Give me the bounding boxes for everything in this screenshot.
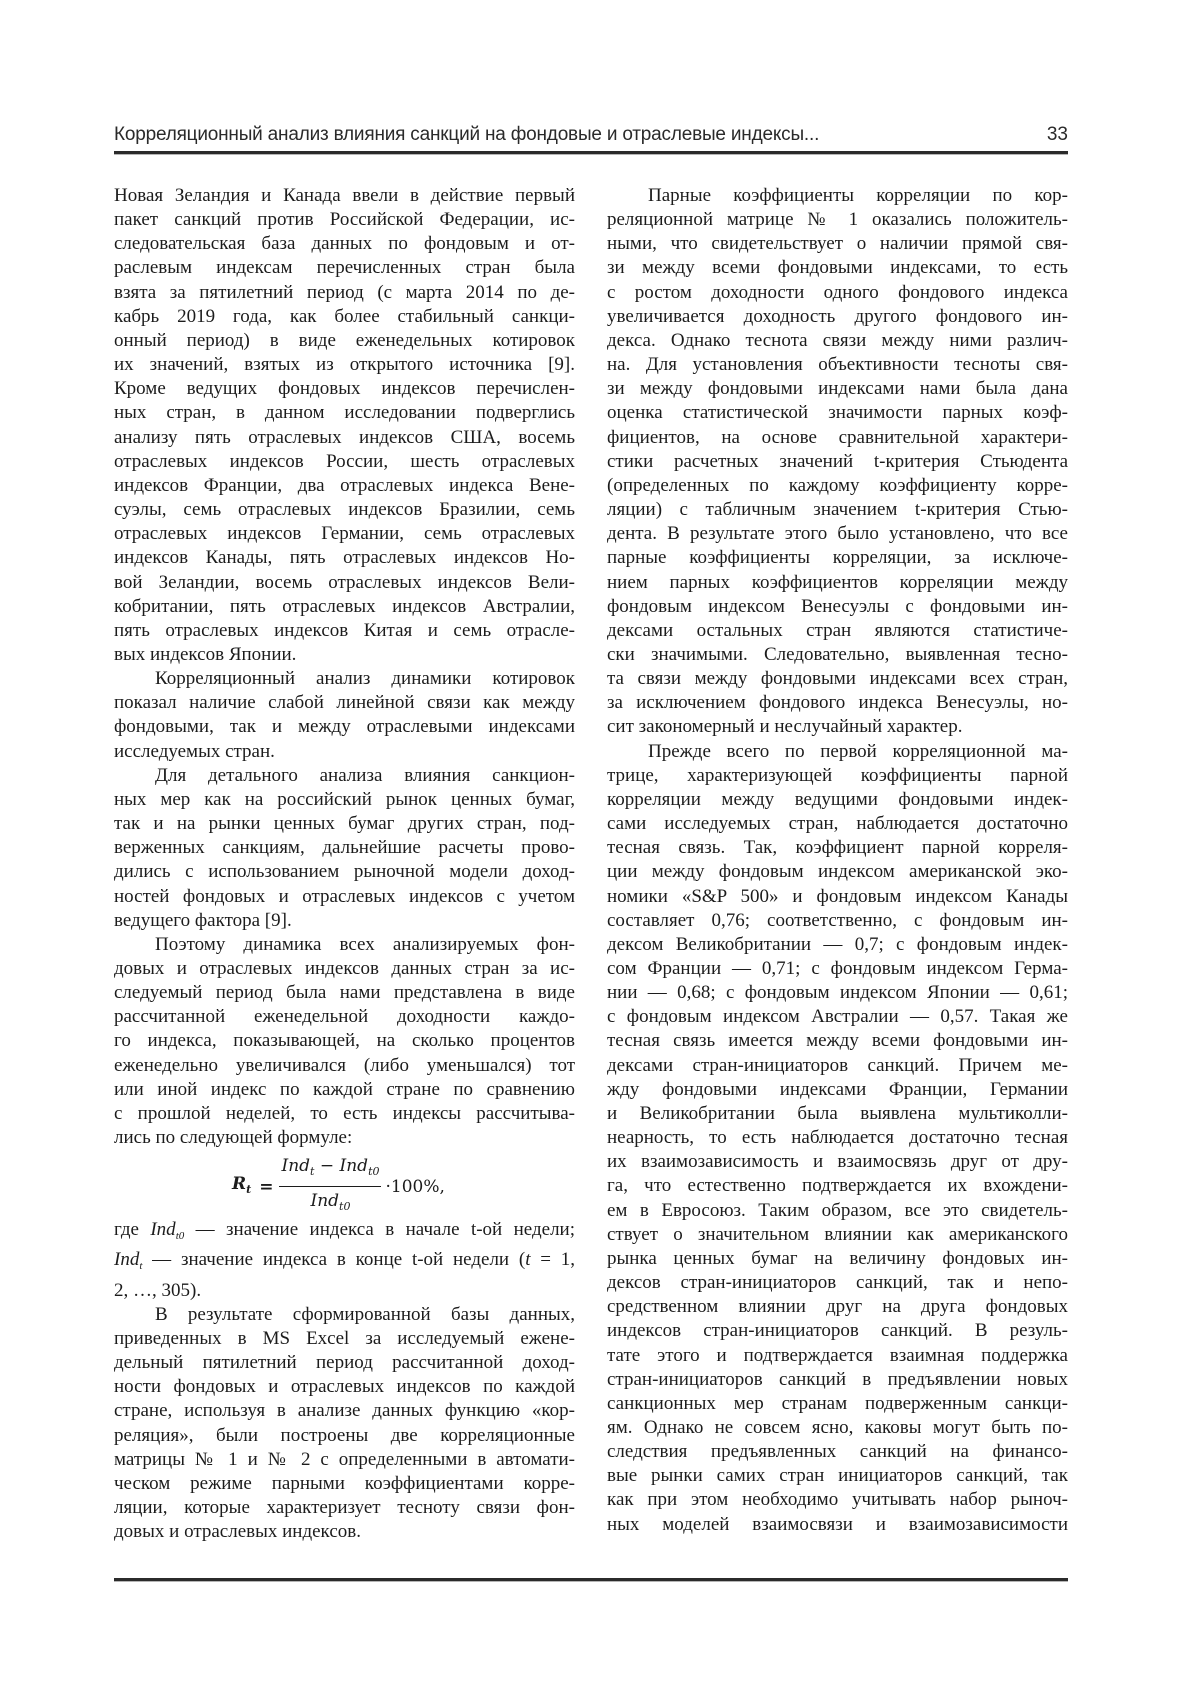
text-line: оценка статистической значимости парных коэф- (607, 401, 1068, 425)
text-line: Поэтому динамика всех анализируемых фон- (114, 933, 575, 957)
text-segment: = 1, (530, 1249, 575, 1270)
paragraph (607, 740, 1068, 1537)
text-line: составляет 0,76; соответственно, с фондовым ин- (607, 909, 1068, 933)
text-line: довых и отраслевых индексов данных стран за ис- (114, 957, 575, 981)
text-line: сит закономерный и неслучайный характер. (607, 715, 1068, 739)
text-line: парные коэффициенты корреляции, за исключе- (607, 546, 1068, 570)
text-line: кобритании, пять отраслевых индексов Австралии, (114, 595, 575, 619)
text-line: матрицы № 1 и № 2 с определенными в автомати- (114, 1448, 575, 1472)
formula-subscript: t0 (368, 1165, 379, 1178)
text-line: дексом Великобритании — 0,7; с фондовым индек- (607, 933, 1068, 957)
text-line: га, что естественно подтверждается их вхождени- (607, 1174, 1068, 1198)
paragraph (114, 1303, 575, 1545)
paragraph (114, 184, 575, 667)
formula-fraction (279, 1154, 381, 1219)
formula-lhs-symbol: R (232, 1174, 246, 1194)
text-line: ными, что свидетельствует о наличии прямой свя- (607, 232, 1068, 256)
text-line: сами исследуемых стран, наблюдается достаточно (607, 812, 1068, 836)
text-line: их взаимозависимость и взаимосвязь друг от дру- (607, 1150, 1068, 1174)
text-line: нии — 0,68; с фондовым индексом Японии — 0,61; (607, 981, 1068, 1005)
text-line: следовательская база данных по фондовым и от- (114, 232, 575, 256)
text-line: ных моделей взаимосвязи и взаимозависимости (607, 1513, 1068, 1537)
text-line: ям. Однако не совсем ясно, каковы могут быть по- (607, 1416, 1068, 1440)
text-line: го индекса, показывающей, на сколько процентов (114, 1029, 575, 1053)
text-line: ски значимыми. Следовательно, выявленная тесно- (607, 643, 1068, 667)
text-line: ности фондовых и отраслевых индексов по каждой (114, 1375, 575, 1399)
text-line: еженедельно увеличивался (либо уменьшался) тот (114, 1054, 575, 1078)
text-line: лись по следующей формуле: (114, 1126, 575, 1150)
text-line: та связи между фондовыми индексами всех стран, (607, 667, 1068, 691)
text-line: кабрь 2019 года, как более стабильный санкци- (114, 305, 575, 329)
text-segment: — значение индекса в конце t-ой недели ( (142, 1249, 525, 1270)
text-line: реляция», были построены две корреляционные (114, 1424, 575, 1448)
formula-term: Ind (340, 1156, 369, 1176)
formula-numerator (279, 1154, 381, 1187)
text-line: Кроме ведущих фондовых индексов перечислен- (114, 377, 575, 401)
text-line: ведущего фактора [9]. (114, 909, 575, 933)
text-line: стран-инициаторов санкций в предъявлении новых (607, 1368, 1068, 1392)
text-line: увеличивается доходность другого фондового ин- (607, 305, 1068, 329)
paragraph (607, 184, 1068, 740)
text-line: как при этом необходимо учитывать набор рыноч- (607, 1488, 1068, 1512)
text-line: стики расчетных значений t-критерия Стьюдента (607, 450, 1068, 474)
text-line: ных мер как на российский рынок ценных бумаг, (114, 788, 575, 812)
text-segment: где (114, 1219, 150, 1240)
formula-lhs-subscript: t (246, 1183, 251, 1196)
text-line: нием парных коэффициентов корреляции между (607, 571, 1068, 595)
text-line: декса. Однако теснота связи между ними различ- (607, 329, 1068, 353)
text-line: Корреляционный анализ динамики котировок (114, 667, 575, 691)
math-symbol: t (525, 1249, 530, 1270)
formula-term: Ind (281, 1156, 310, 1176)
text-line: следуемый период была нами представлена в виде (114, 981, 575, 1005)
text-line: исследуемых стран. (114, 740, 575, 764)
text-line: вой Зеландии, восемь отраслевых индексов Вели- (114, 571, 575, 595)
text-line: с фондовым индексом Австралии — 0,57. Такая же (607, 1005, 1068, 1029)
text-line: Для детального анализа влияния санкцион- (114, 764, 575, 788)
text-line: ляции) с табличным значением t-критерия Стью- (607, 498, 1068, 522)
formula-denominator (311, 1187, 351, 1219)
text-line: средственном влиянии друг на друга фондовых (607, 1295, 1068, 1319)
running-header (114, 124, 1068, 150)
text-line: зи между всеми фондовыми индексами, то есть (607, 256, 1068, 280)
paragraph (114, 933, 575, 1150)
text-line: фондовым индексом Венесуэлы с фондовыми ин- (607, 595, 1068, 619)
text-line: ции между фондовым индексом американской эко- (607, 860, 1068, 884)
text-line: суэлы, семь отраслевых индексов Бразилии, семь (114, 498, 575, 522)
text-line: санкционных мер странам подверженным санкци- (607, 1392, 1068, 1416)
text-line (114, 1218, 575, 1248)
header-rule (114, 151, 1068, 155)
text-line: раслевым индексам перечисленных стран была (114, 256, 575, 280)
formula-term: Ind (311, 1191, 340, 1211)
text-line: дельный пятилетний период рассчитанной доход- (114, 1351, 575, 1375)
text-line: Новая Зеландия и Канада ввели в действие первый (114, 184, 575, 208)
text-line: индексов Франции, два отраслевых индекса Вене- (114, 474, 575, 498)
return-formula (114, 1150, 575, 1218)
text-line: на. Для установления объективности тесноты свя- (607, 353, 1068, 377)
text-line: жду фондовыми индексами Франции, Германии (607, 1078, 1068, 1102)
text-line: ностей фондовых и отраслевых индексов с учетом (114, 885, 575, 909)
math-symbol: Ind (150, 1219, 175, 1240)
paragraph (114, 1218, 575, 1302)
text-line: номики «S&P 500» и фондовым индексом Канады (607, 885, 1068, 909)
paragraph (114, 667, 575, 764)
text-line: и Великобритании была выявлена мультиколли- (607, 1102, 1068, 1126)
text-line: индексов Канады, пять отраслевых индексов Но- (114, 546, 575, 570)
text-line: стране, используя в анализе данных функцию «кор- (114, 1399, 575, 1423)
text-line: рассчитанной еженедельной доходности каждо- (114, 1005, 575, 1029)
text-line: вые рынки самих стран инициаторов санкций, так (607, 1464, 1068, 1488)
formula-lhs (232, 1172, 251, 1202)
text-line: ческом режиме парными коэффициентами корре- (114, 1472, 575, 1496)
text-line: так и на рынки ценных бумаг других стран, под- (114, 812, 575, 836)
text-line: вых индексов Японии. (114, 643, 575, 667)
text-line: В результате сформированной базы данных, (114, 1303, 575, 1327)
text-line: приведенных в MS Excel за исследуемый еженe- (114, 1327, 575, 1351)
left-column (114, 184, 575, 1544)
text-line: дились с использованием рыночной модели доход- (114, 860, 575, 884)
text-line: дексами остальных стран являются статистиче- (607, 619, 1068, 643)
text-line: дексами стран-инициаторов санкций. Причем ме- (607, 1054, 1068, 1078)
text-line: следствия предъявленных санкций на финансо- (607, 1440, 1068, 1464)
text-line: фициентов, на основе сравнительной характери- (607, 426, 1068, 450)
text-segment: — значение индекса в начале t-ой недели; (184, 1219, 575, 1240)
text-line: корреляции между ведущими фондовыми индек- (607, 788, 1068, 812)
text-line: дента. В результате этого было установлено, что все (607, 522, 1068, 546)
text-line: ем в Евросоюз. Таким образом, все это свидетель- (607, 1199, 1068, 1223)
text-line: за исключением фондового индекса Венесуэлы, но- (607, 691, 1068, 715)
text-line: их значений, взятых из открытого источника [9]. (114, 353, 575, 377)
formula-equals: = (259, 1175, 273, 1199)
running-title: Корреляционный анализ влияния санкций на фондовые и отраслевые индексы... (114, 124, 819, 146)
text-line: Прежде всего по первой корреляционной ма- (607, 740, 1068, 764)
text-line: с ростом доходности одного фондового индекса (607, 281, 1068, 305)
text-line (114, 1248, 575, 1278)
text-line: индексов стран-инициаторов санкций. В резуль- (607, 1319, 1068, 1343)
text-line: с прошлой неделей, то есть индексы рассчитыва- (114, 1102, 575, 1126)
text-line: показал наличие слабой линейной связи как между (114, 691, 575, 715)
text-line: взята за пятилетний период (с марта 2014 по де- (114, 281, 575, 305)
text-line: 2, …, 305). (114, 1279, 575, 1303)
text-line: онный период) в виде еженедельных котировок (114, 329, 575, 353)
right-column (607, 184, 1068, 1537)
math-symbol: Ind (114, 1249, 139, 1270)
text-line: неарность, то есть наблюдается достаточно тесная (607, 1126, 1068, 1150)
text-line: ных стран, в данном исследовании подверглись (114, 401, 575, 425)
text-line: тесная связь имеется между всеми фондовыми ин- (607, 1029, 1068, 1053)
text-line: зи между фондовыми индексами нами была дана (607, 377, 1068, 401)
page-number: 33 (1047, 124, 1068, 146)
text-line: отраслевых индексов Германии, семь отраслевых (114, 522, 575, 546)
formula-subscript: t (310, 1165, 314, 1178)
text-line: трице, характеризующей коэффициенты парной (607, 764, 1068, 788)
text-line: ствует о значительном влиянии как американского (607, 1223, 1068, 1247)
footer-rule (114, 1578, 1068, 1582)
text-line: довых и отраслевых индексов. (114, 1520, 575, 1544)
text-line: тате этого и подтверждается взаимная поддержка (607, 1344, 1068, 1368)
text-line: ляции, которые характеризует тесноту связи фон- (114, 1496, 575, 1520)
text-line: рынка ценных бумаг на величину фондовых ин- (607, 1247, 1068, 1271)
text-line: отраслевых индексов России, шесть отраслевых (114, 450, 575, 474)
text-line: пакет санкций против Российской Федерации, ис- (114, 208, 575, 232)
math-subscript: t (139, 1260, 142, 1272)
text-line: фондовыми, так и между отраслевыми индексами (114, 715, 575, 739)
paragraph (114, 764, 575, 933)
formula-minus: − (314, 1156, 339, 1176)
text-line: пять отраслевых индексов Китая и семь отрасле- (114, 619, 575, 643)
text-line: тесная связь. Так, коэффициент парной корреля- (607, 836, 1068, 860)
text-line: анализу пять отраслевых индексов США, восемь (114, 426, 575, 450)
text-line: дексов стран-инициаторов санкций, так и непо- (607, 1271, 1068, 1295)
text-line: Парные коэффициенты корреляции по кор- (607, 184, 1068, 208)
formula-multiplier: ·100%, (385, 1175, 444, 1199)
text-line: сом Франции — 0,71; с фондовым индексом Герма- (607, 957, 1068, 981)
text-line: верженных санкциям, дальнейшие расчеты прово- (114, 836, 575, 860)
text-line: реляционной матрице № 1 оказались положитель- (607, 208, 1068, 232)
formula-subscript: t0 (339, 1200, 350, 1213)
text-line: или иной индекс по каждой стране по сравнению (114, 1078, 575, 1102)
text-line: (определенных по каждому коэффициенту корре- (607, 474, 1068, 498)
math-subscript: t0 (176, 1230, 185, 1242)
